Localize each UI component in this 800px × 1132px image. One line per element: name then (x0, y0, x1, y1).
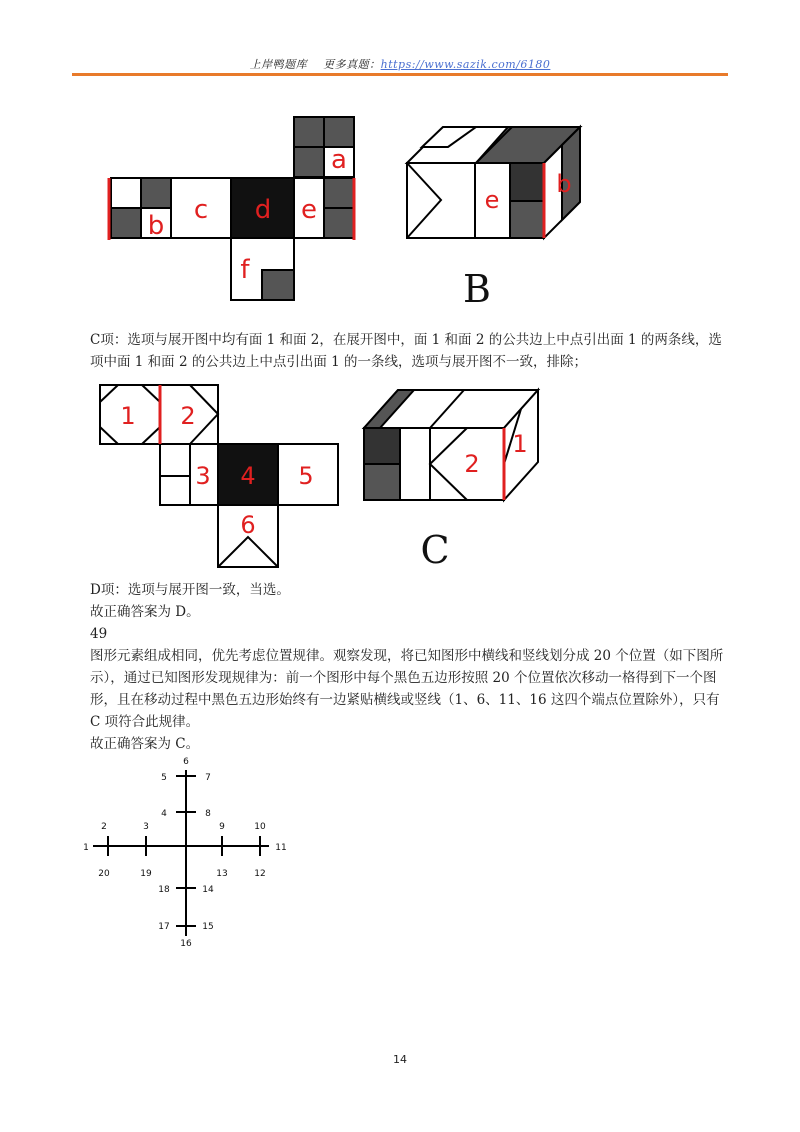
paragraph-option-d: D项：选项与展开图一致，当选。 (90, 582, 290, 598)
answer-c: 故正确答案为 C。 (90, 736, 200, 752)
position-label-18: 18 (158, 885, 170, 895)
net-b-label-d: d (254, 195, 272, 225)
net-c-label-2: 2 (180, 402, 196, 430)
paragraph-49: 图形元素组成相同，优先考虑位置规律。观察发现，将已知图形中横线和竖线划分成 20 个位置（如下图所示），通过已知图形发现规律为：前一个图形中每个黑色五边形按照 20 个位置依次移动一格得到下一个图形，且在移动过程中黑色五边形始终有一边紧贴横线或竖线（1、6、11、16 这四个端点位置除外），只有 C 项符合此规律。 (90, 648, 724, 730)
header-url-link[interactable]: https://www.sazik.com/6180 (380, 58, 551, 71)
position-label-11: 11 (275, 843, 287, 853)
net-c-label-3: 3 (195, 462, 211, 490)
cube-c-label-1: 1 (512, 430, 528, 458)
position-label-13: 13 (216, 869, 228, 879)
position-label-10: 10 (254, 822, 266, 832)
position-label-20: 20 (98, 869, 110, 879)
answer-d: 故正确答案为 D。 (90, 604, 200, 620)
position-label-5: 5 (161, 773, 167, 783)
net-c-label-1: 1 (120, 402, 136, 430)
net-b-label-b: b (147, 211, 165, 241)
position-label-7: 7 (205, 773, 211, 783)
cube-c-label-2: 2 (464, 450, 480, 478)
cube-b-label-b: b (556, 170, 572, 198)
net-b-label-e: e (301, 195, 317, 225)
net-c-label-4: 4 (240, 462, 256, 490)
figure-b-caption: B (463, 267, 491, 311)
header-brand: 上岸鸭题库 (249, 58, 308, 71)
page-number: 14 (393, 1053, 407, 1066)
position-label-14: 14 (202, 885, 214, 895)
position-label-15: 15 (202, 922, 214, 932)
position-label-12: 12 (254, 869, 266, 879)
position-label-19: 19 (140, 869, 152, 879)
position-label-17: 17 (158, 922, 170, 932)
net-b-label-a: a (331, 145, 347, 175)
net-b-label-f: f (240, 255, 250, 285)
question-number: 49 (90, 626, 108, 642)
figure-c-caption: C (420, 528, 450, 572)
position-label-8: 8 (205, 809, 211, 819)
position-label-9: 9 (219, 822, 225, 832)
cube-b-label-e: e (484, 186, 500, 214)
position-label-3: 3 (143, 822, 149, 832)
position-label-2: 2 (101, 822, 107, 832)
position-label-1: 1 (83, 843, 89, 853)
position-label-16: 16 (180, 939, 192, 949)
position-label-6: 6 (183, 757, 189, 767)
net-c-label-5: 5 (298, 462, 314, 490)
header-more: 更多真题： (323, 58, 381, 71)
net-b-label-c: c (193, 195, 209, 225)
net-c-label-6: 6 (240, 511, 256, 539)
paragraph-option-c: C项：选项与展开图中均有面 1 和面 2，在展开图中，面 1 和面 2 的公共边上中点引出面 1 的两条线，选项中面 1 和面 2 的公共边上中点引出面 1 的一条线，选项与展开图不一致，排除； (90, 332, 722, 370)
position-label-4: 4 (161, 809, 167, 819)
